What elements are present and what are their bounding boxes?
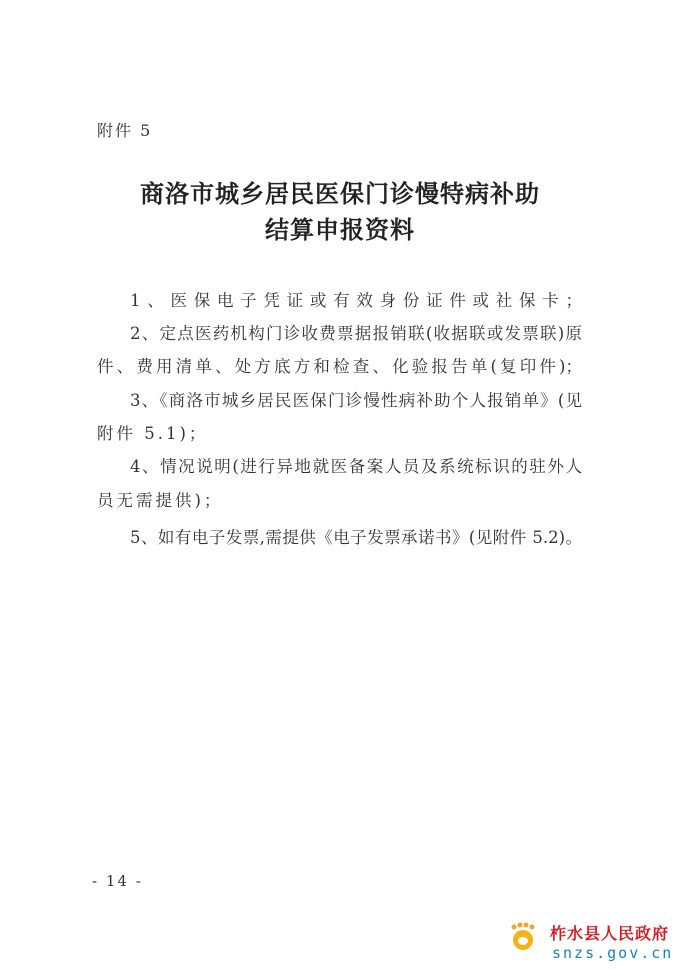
item-3-line-1: 3、《商洛市城乡居民医保门诊慢性病补助个人报销单》(见 xyxy=(130,391,582,410)
sun-logo-icon xyxy=(508,922,538,952)
item-3-line-2: 附件 5.1)； xyxy=(97,424,209,443)
item-5: 5、如有电子发票,需提供《电子发票承诺书》(见附件 5.2)。 xyxy=(130,528,582,547)
attachment-label: 附件 5 xyxy=(97,121,153,140)
item-2-line-1: 2、定点医药机构门诊收费票据报销联(收据联或发票联)原 xyxy=(130,324,582,343)
document-title-line-2: 结算申报资料 xyxy=(265,215,415,244)
watermark-name: 柞水县人民政府 xyxy=(550,924,670,943)
item-2-line-2: 件、费用清单、处方底方和检查、化验报告单(复印件)； xyxy=(97,357,582,376)
page-number: - 14 - xyxy=(92,872,143,890)
item-4-line-2: 员无需提供)； xyxy=(97,491,224,510)
document-title-line-1: 商洛市城乡居民医保门诊慢特病补助 xyxy=(140,179,540,208)
item-4-line-1: 4、情况说明(进行异地就医备案人员及系统标识的驻外人 xyxy=(130,457,582,476)
watermark-url: snzs.gov.cn xyxy=(552,944,674,962)
item-1: 1、医保电子凭证或有效身份证件或社保卡； xyxy=(130,291,582,310)
